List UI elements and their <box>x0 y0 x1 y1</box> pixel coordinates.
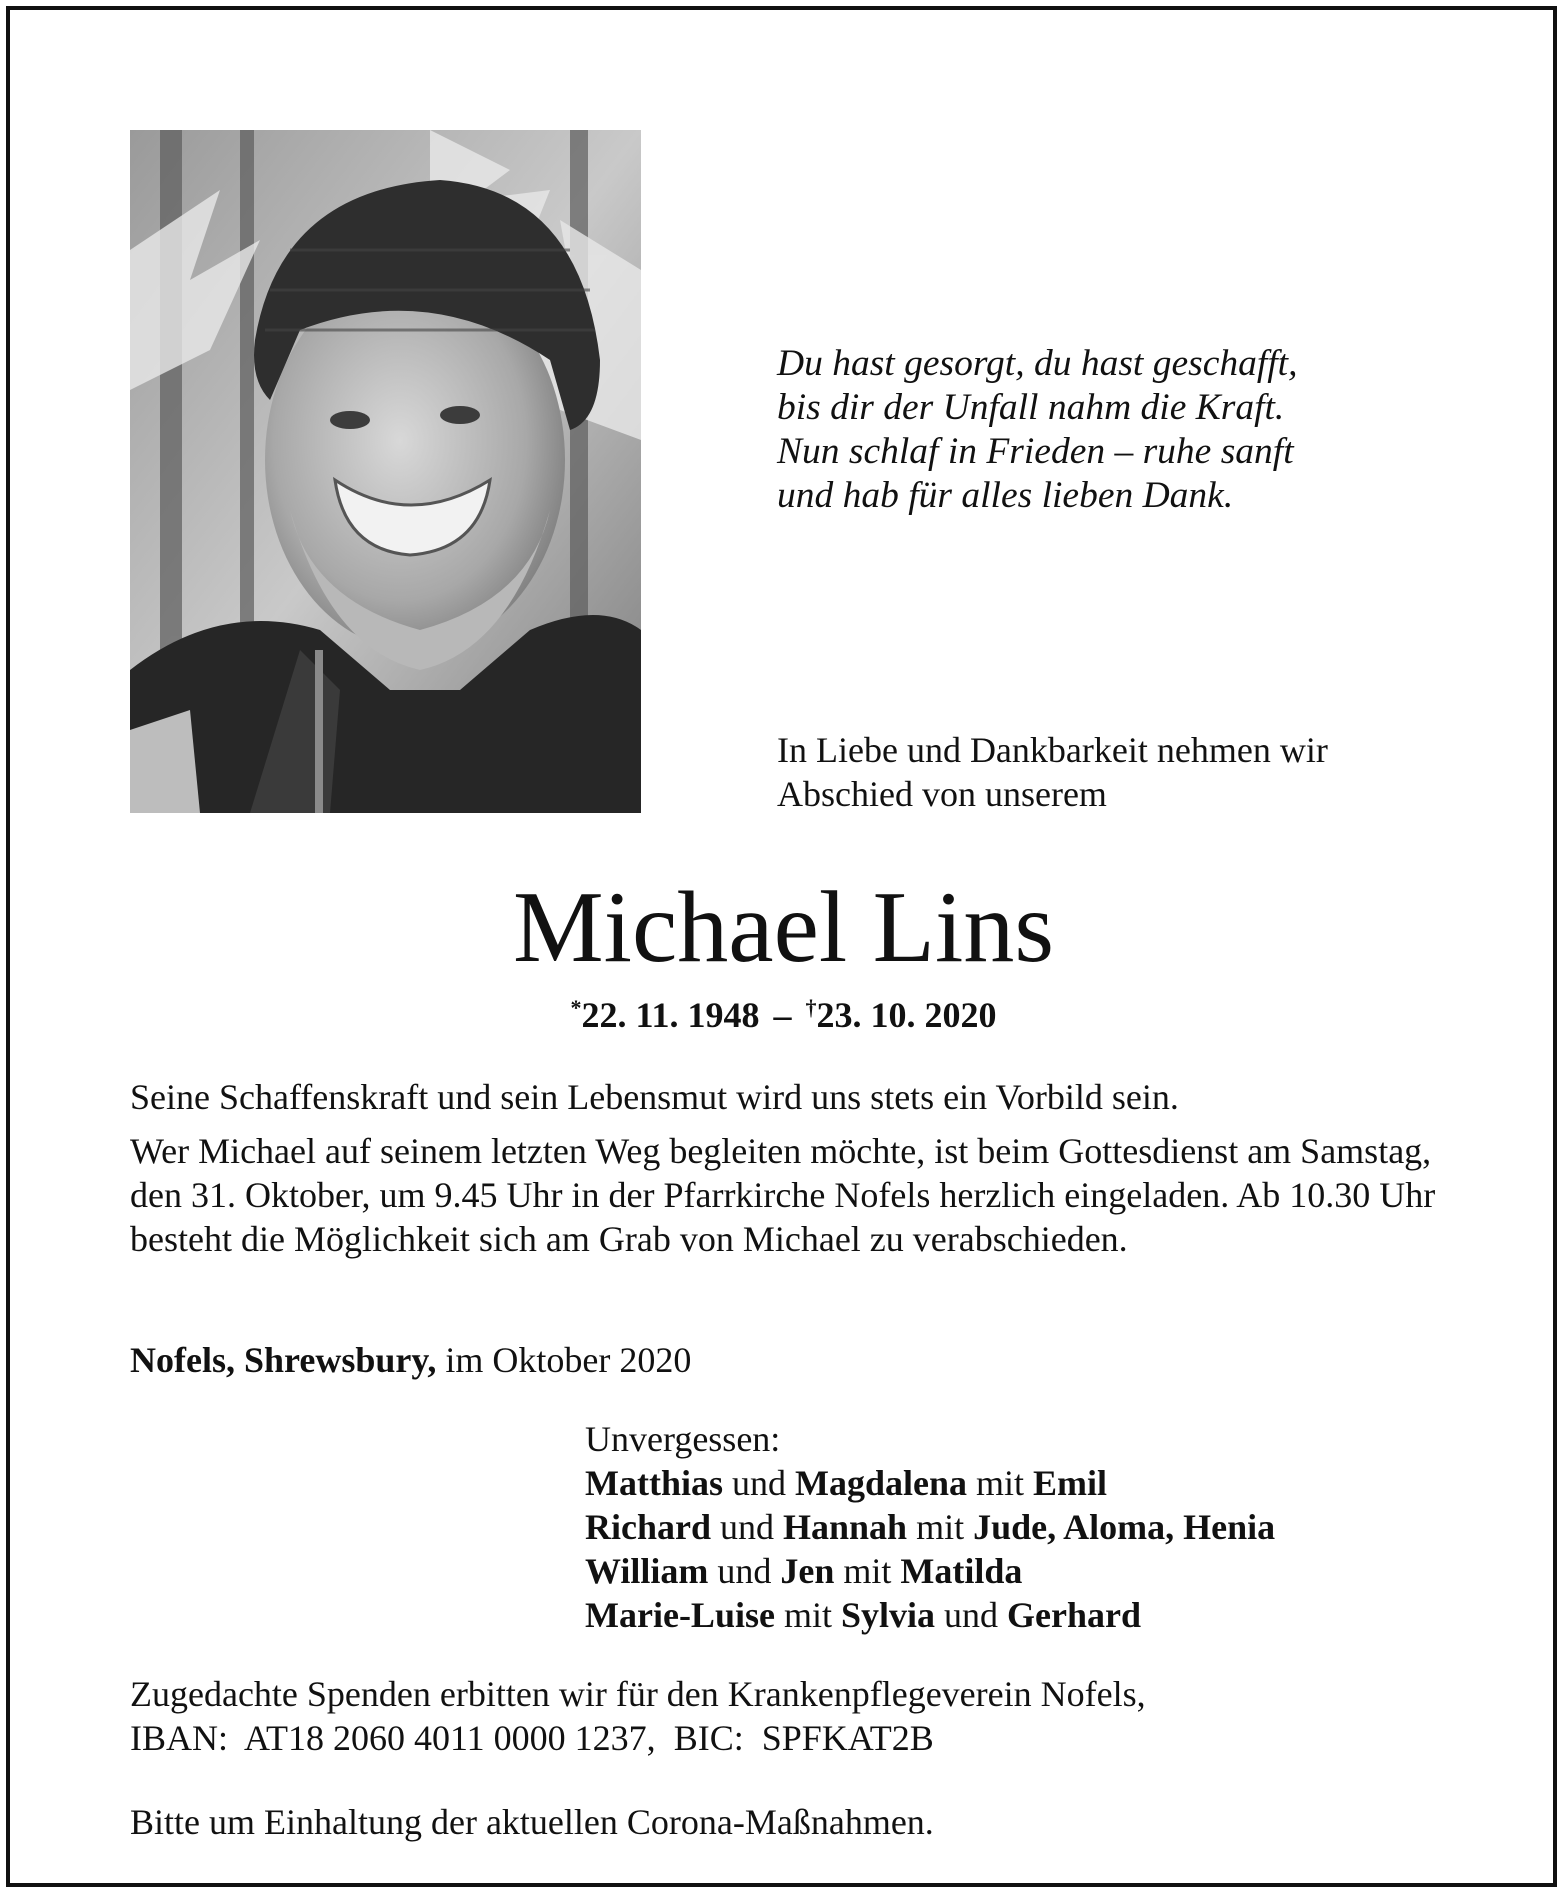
connector: mit <box>976 1463 1025 1503</box>
mourner-name: Matilda <box>900 1551 1023 1591</box>
mourner-name: Jude, Aloma, Henia <box>973 1507 1276 1547</box>
connector: und <box>717 1551 772 1591</box>
farewell-line: In Liebe und Dankbarkeit nehmen wir <box>777 730 1328 770</box>
connector: mit <box>783 1595 832 1635</box>
connector: mit <box>916 1507 965 1547</box>
mourner-name: Sylvia <box>840 1595 935 1635</box>
birth-symbol: * <box>570 995 582 1020</box>
mourner-line <box>585 1461 1275 1505</box>
mourners-list <box>585 1417 1275 1637</box>
tribute-paragraph: Seine Schaffenskraft und sein Lebensmut wird uns stets ein Vorbild sein. <box>130 1077 1179 1117</box>
mourner-name: William <box>585 1551 709 1591</box>
birth-date: 22. 11. 1948 <box>581 995 760 1035</box>
mourner-line <box>585 1549 1275 1593</box>
mourner-name: Matthias <box>585 1463 723 1503</box>
connector: und <box>944 1595 998 1635</box>
verse-line: Du hast gesorgt, du hast geschafft, <box>777 343 1298 384</box>
mourner-line <box>585 1593 1275 1637</box>
notice-body <box>130 1075 1450 1261</box>
mourner-name: Magdalena <box>795 1463 968 1503</box>
verse-line: bis dir der Unfall nahm die Kraft. <box>777 387 1285 428</box>
donation-text: Zugedachte Spenden erbitten wir für den Krankenpflegeverein Nofels, <box>130 1674 1146 1714</box>
mourner-name: Gerhard <box>1007 1595 1141 1635</box>
mourner-name: Emil <box>1033 1463 1108 1503</box>
portrait-photo <box>130 130 641 813</box>
connector: und <box>720 1507 774 1547</box>
mourner-name: Marie-Luise <box>585 1595 775 1635</box>
verse-line: Nun schlaf in Frieden – ruhe sanft <box>777 431 1294 472</box>
place-date <box>130 1338 691 1382</box>
portrait-photo-icon <box>130 130 641 813</box>
service-paragraph: Wer Michael auf seinem letzten Weg begleiten möchte, ist beim Gottesdienst am Samstag, den 31. Oktober, um 9.45 Uhr in der Pfarrkirche Nofels herzlich eingeladen. Ab 10.30 Uhr besteht die Möglichkeit sich am Grab von Michael zu verabschieden. <box>130 1131 1436 1259</box>
death-date: 23. 10. 2020 <box>816 995 997 1035</box>
place-locations: Nofels, Shrewsbury, <box>130 1340 437 1380</box>
donation-info <box>130 1672 1146 1760</box>
iban-value: AT18 2060 4011 0000 1237, <box>244 1718 656 1758</box>
bank-details <box>130 1716 1146 1760</box>
closing-note: Bitte um Einhaltung der aktuellen Corona-Maßnahmen. <box>130 1802 934 1842</box>
verse-line: und hab für alles lieben Dank. <box>777 475 1234 516</box>
date-dash: – <box>773 995 792 1035</box>
deceased-name: Michael Lins <box>512 871 1055 984</box>
farewell-line: Abschied von unserem <box>777 774 1107 814</box>
mourner-line <box>585 1505 1275 1549</box>
mourner-name: Richard <box>585 1507 711 1547</box>
farewell-text <box>777 728 1328 816</box>
mourner-name: Jen <box>780 1551 835 1591</box>
mourners-heading: Unvergessen: <box>585 1419 781 1459</box>
bic-label: BIC: <box>673 1718 744 1758</box>
memorial-verse <box>777 342 1297 518</box>
connector: mit <box>843 1551 892 1591</box>
bic-value: SPFKAT2B <box>761 1718 934 1758</box>
connector: und <box>732 1463 786 1503</box>
iban-label: IBAN: <box>130 1718 228 1758</box>
life-dates <box>0 986 1567 1037</box>
mourner-name: Hannah <box>783 1507 908 1547</box>
place-month: im Oktober 2020 <box>445 1340 692 1380</box>
death-symbol: † <box>805 995 817 1020</box>
